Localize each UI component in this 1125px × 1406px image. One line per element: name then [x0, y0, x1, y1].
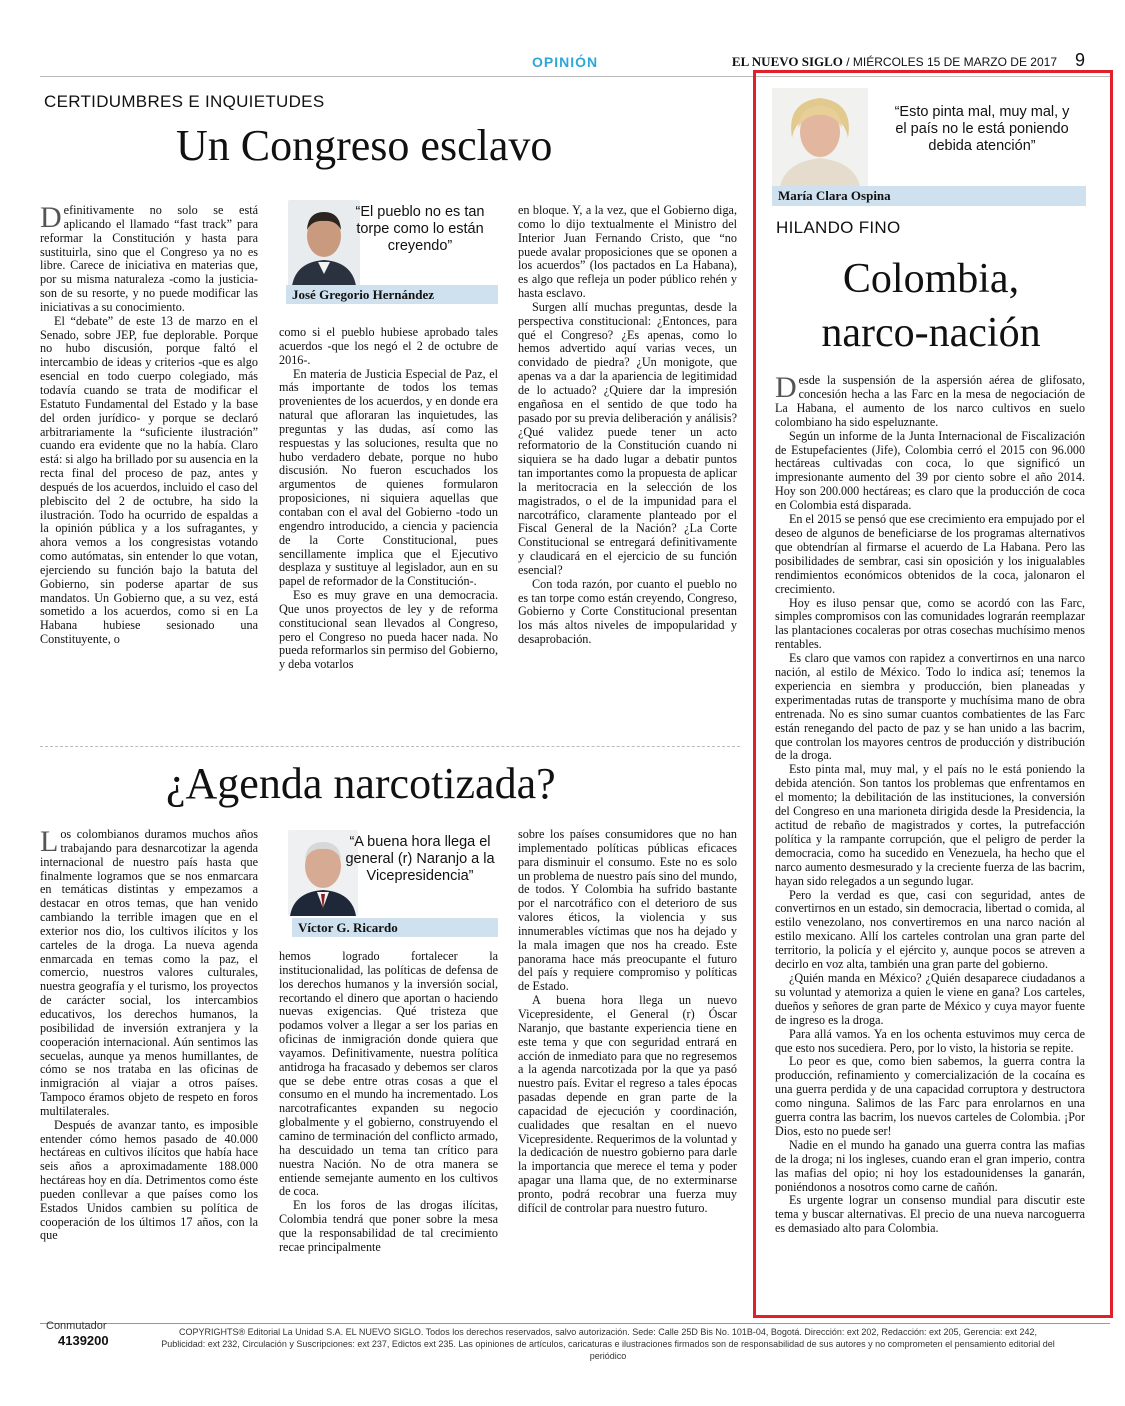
- article3-para: Según un informe de la Junta Internacional de Fiscalización de Estupefacientes (Jife), Colombia cerró el 2015 con 96.000 hectáreas cultivadas con coca, lo que significó un impresionante aumento del 39 por ciento sobre el año 2014. Hoy son 200.000 hectáreas; es claro que la producción de coca en Colombia está disparada.: [775, 428, 1085, 513]
- article2-col2-para: hemos logrado fortalecer la institucionalidad, las políticas de defensa de los derechos humanos y la inversión social, recortando el dinero que aportan o haciendo nuevas exigencias. Qué tristeza que podamos volver a llegar a ser los parias en oficinas de inmigración donde quiera que vayamos. Definitivamente, nuestra política antidroga ha fracasado y debemos ser claros que se debe entre otras cosas a que el consumo en el mundo ha incrementado. Los narcotraficantes expanden su negocio globalmente y el gobierno, construyendo el camino de terminación del conflicto armado, ha descuidado un tema tan crítico para nuestra Nación. No de otra manera se entiende semejante aumento en los cultivos de coca.: [279, 949, 498, 1199]
- article2-headline: ¿Agenda narcotizada?: [166, 759, 556, 808]
- dropcap: L: [40, 825, 59, 858]
- article1-col3-para: Con toda razón, por cuanto el pueblo no es tan torpe como están creyendo, Congreso, Gobierno y Corte Constitucional presentan los más altos niveles de impopularidad y desaprobación.: [518, 576, 737, 647]
- switchboard-label: Conmutador: [46, 1320, 107, 1332]
- article2-author-box: [283, 828, 498, 940]
- article3-pull-quote: “Esto pinta mal, muy mal, y el país no le está poniendo debida atención”: [894, 104, 1070, 154]
- article1-col1-para: Definitivamente no solo se está aplicando el llamado “fast track” para reformar la Constitución y hasta para sustituirla, sino que el Congreso ya no es libre. Carece de iniciativa en materias que, por su misma naturaleza -como la justicia- son de su resorte, y no puede modificar las iniciativas a su conocimiento.: [40, 201, 258, 314]
- article2-author-name: Víctor G. Ricardo: [292, 918, 498, 937]
- article3-para: Desde la suspensión de la aspersión aérea de glifosato, concesión hecha a las Farc en la mesa de negociación de La Habana, el aumento de los narco cultivos en suelo colombiano ha sido espeluznante.: [775, 371, 1085, 429]
- article3-para: En el 2015 se pensó que ese crecimiento era empujado por el deseo de algunos de beneficiarse de los programas alternativos que obtendrían al firmarse el acuerdo de La Habana. Pero las posibilidades de sembrar, casi sin oposición y los inigualables rendimientos económicos obtenidos de la coca, jalonaron el crecimiento.: [775, 512, 1085, 596]
- article1-pull-quote: “El pueblo no es tan torpe como lo están creyendo”: [355, 204, 485, 254]
- issue-date: / MIÉRCOLES 15 DE MARZO DE 2017: [842, 55, 1057, 69]
- article2-column-3: [518, 828, 737, 1216]
- article3-para: Es urgente lograr un consenso mundial para discutir este tema y buscar alternativas. El precio de una nueva narcoguerra es demasiado alto para Colombia.: [775, 1193, 1085, 1236]
- article1-col2-para: como si el pueblo hubiese aprobado tales acuerdos -que los negó el 2 de octubre de 2016-.: [279, 325, 498, 367]
- article3-para: Lo peor es que, como bien sabemos, la guerra contra la producción, refinamiento y comercialización de la cocaína es una guerra perdida y de una capacidad corruptora y destructora como ninguna. Salimos de las Farc para enrolarnos en una guerra contra las bacrim, los nuevos carteles de Colombia. ¡Por Dios, esto no puede ser!: [775, 1054, 1085, 1138]
- page-number: 9: [1074, 50, 1085, 70]
- article1-column-1: [40, 201, 258, 647]
- dropcap: D: [40, 201, 62, 234]
- article1-col3-para: Surgen allí muchas preguntas, desde la perspectiva constitucional: ¿Entonces, para qué el Congreso? ¿Es apenas, como lo hemos advertido aquí varias veces, un convidado de piedra? ¿Un monigote, que apenas va a dar la apariencia de legitimidad de lo actuado? ¿Quiere dar la impresión engañosa en el sentido de que todo ha pasado por su previa deliberación y análisis? ¿Qué validez puede tener un acto reformatorio de la Constitución cuando ni siquiera se ha dado lugar a debatir puntos tan importantes como la propuesta de aplicar la meritocracia en la selección de los magistrados, o el de la impunidad para el narcotráfico, claramente planteado por el Fiscal General de la Nación? ¿La Corte Constitucional se entregará definitivamente y claudicará en el ejercicio de su función esencial?: [518, 299, 737, 577]
- paper-name: EL NUEVO SIGLO: [731, 54, 843, 69]
- article3-para: Es claro que vamos con rapidez a convertirnos en una narco nación, al estilo de México. Todo lo indica así; tenemos la experiencia en siembra y producción, bien planeadas y experimentadas rutas de transporte y muchísima mano de obra entrenada. No es sino sumar cuantos combatientes de las Farc están renegando del pacto de paz y se han unido a las bacrim, que controlan los mayores centros de producción y distribución de la droga.: [775, 651, 1085, 763]
- article2-col3-para: A buena hora llega un nuevo Vicepresidente, el General (r) Óscar Naranjo, que bastante experiencia tiene en este tema y que con seguridad entrará en acción de inmediato para que no regresemos a la agenda narcotizada por la que ya pasó nuestro país. Evitar el regreso a tales épocas pasadas depende en gran parte de la capacidad de ejecución y coordinación, cualidades que resaltan en el nuevo Vicepresidente. Requerimos de la voluntad y la dedicación de nuestro gobierno para darle la importancia que merece el tema y poder apagar una llama que, de no exterminarse pronto, podrá recobrar una fuerza muy difícil de controlar para nuestro futuro.: [518, 993, 737, 1215]
- article1-col2-para: Eso es muy grave en una democracia. Que unos proyectos de ley y de reforma constitucional sean llevados al Congreso, pero el Congreso no pueda hacer nada. No pueda reformarlos sin permiso del Gobierno, y deba votarlos: [279, 588, 498, 672]
- article3-headline-line-1: Colombia,: [842, 256, 1020, 302]
- article3-kicker: HILANDO FINO: [776, 218, 901, 237]
- article1-column-3: [518, 204, 737, 647]
- article1-col3-para: en bloque. Y, a la vez, que el Gobierno diga, como lo dijo textualmente el Ministro del Interior Juan Fernando Cristo, que “no puede avalar proposiciones que se oponen a los acuerdos” (los pactados en La Habana), es algo que refleja un poder público rehén y hasta esclavo.: [518, 203, 737, 301]
- article1-col1-para: El “debate” de este 13 de marzo en el Senado, sobre JEP, fue deplorable. Porque no hubo discusión, porque faltó el intercambio de ideas y criterios -que es algo esencial en todo cuerpo colegiado, más todavía cuando se trata de modificar el Estatuto Fundamental del Estado y la base del orden jurídico- y porque se declaró arbitrariamente la “suficiente ilustración” cuando era evidente que no la había. Claro está: si algo ha brillado por su ausencia en la recta final del proceso de paz, antes y después de los acuerdos, incluido el caso del plebiscito del 2 de octubre, ha sido la ilustración. Todo ha ocurrido de espaldas a la opinión pública y a los sufragantes, y ahora vemos a los congresistas votando como autómatas, sin entender lo que votan, ejerciendo su función bajo la batuta del Gobierno, sin poderse apartar de sus mandatos. Un Gobierno que, a su vez, está sometido a los acuerdos, como si en La Habana hubiese sesionado una Constituyente, o: [40, 313, 258, 647]
- article-divider: [40, 746, 740, 747]
- footer-rule: [40, 1323, 1110, 1324]
- section-label: OPINIÓN: [532, 54, 599, 70]
- article3-para: Hoy es iluso pensar que, como se acordó con las Farc, simples compromisos con las comunidades lograrán reemplazar las plantaciones cocaleras por otras cosechas muchísimo menos rentables.: [775, 595, 1085, 652]
- switchboard-number: 4139200: [58, 1333, 109, 1348]
- article2-col1-para: Después de avanzar tanto, es imposible entender cómo hemos pasado de 40.000 hectáreas en cultivos ilícitos que había hace seis años a aproximadamente 188.000 hectáreas hoy en día. Detrimentos como éste pueden conllevar a que países como los Estados Unidos cambien su política de cooperación de los últimos 17 años, con la que: [40, 1117, 258, 1243]
- article2-col3-para: sobre los países consumidores que no han implementado políticas públicas eficaces para disminuir el consumo. Este no es solo un problema de nuestro país sino del mundo, de todos. Y Colombia ha sufrido bastante por el narcotráfico con el deterioro de sus valores éticos, la violencia y sus innumerables víctimas que nos ha dejado y la mala imagen que nos ha creado. Este panorama hace más preocupante el futuro del país y requiere compromiso y políticas de Estado.: [518, 827, 737, 994]
- author-portrait-icon: [772, 88, 868, 186]
- article3-author-name: María Clara Ospina: [772, 186, 1086, 206]
- dropcap: D: [775, 371, 797, 404]
- article3-author-box: [772, 88, 1087, 208]
- copyright-notice: COPYRIGHTS® Editorial La Unidad S.A. EL NUEVO SIGLO. Todos los derechos reservados, salvo autorización. Sede: Calle 25D Bis No. 101B-04, Bogotá. Dirección: ext 202, Redacción: ext 205, Gerencia: ext 242, Publicidad: ext 232, Circulación y Suscripciones: ext 237, Edictos ext 235. Las opiniones de artículos, caricaturas e ilustraciones firmados son de responsabilidad de sus autores y no comprometen el pensamiento editorial del periódico: [161, 1327, 1055, 1361]
- article2-col1-para: Los colombianos duramos muchos años trabajando para desnarcotizar la agenda internacional de nuestro país hasta que finalmente logramos que se nos enmarcara en temáticas distintas y empezamos a destacar en otros temas, que han venido cambiando la terrible imagen que en el exterior nos dio, los cultivos ilícitos y los carteles de la droga. La nueva agenda enmarcada en temas como la paz, el comercio, nuestros valores culturales, nuestra geografía y el turismo, los proyectos de carácter social, los intercambios educativos, los derechos humanos, la posibilidad de inversión extranjera y la cooperación internacional. Aún sentimos las secuelas, aunque ya menos humillantes, de cómo se nos trataba en las oficinas de inmigración al viajar a otros países. Tampoco éramos objeto de respeto en foros multilaterales.: [40, 825, 258, 1118]
- article3-headline: [764, 252, 1098, 360]
- article3-para: Para allá vamos. Ya en los ochenta estuvimos muy cerca de que esto nos sucediera. Pero, por lo visto, la historia se repite.: [775, 1026, 1085, 1055]
- article3-headline-line-2: narco-nación: [821, 310, 1041, 356]
- article1-headline: Un Congreso esclavo: [176, 121, 553, 170]
- article1-column-2: [279, 326, 498, 672]
- article2-col2-para: En los foros de las drogas ilícitas, Colombia tendrá que poner sobre la mesa que la responsabilidad de tal crecimiento recae principalmente: [279, 1198, 498, 1254]
- article1-author-name: José Gregorio Hernández: [286, 285, 498, 304]
- author-photo: [772, 88, 868, 186]
- article3-para: ¿Quién manda en México? ¿Quién desaparece ciudadanos a su voluntad y atemoriza a quien le viene en gana? Los carteles, dueños y señores de gran parte de México y cuya mayor fuente de ingreso es la droga.: [775, 970, 1085, 1027]
- article3-body: [775, 371, 1085, 1236]
- article3-para: Pero la verdad es que, casi con seguridad, antes de convertirnos en un estado, sin democracia, libertad o comida, al estilo venezolano, nos convertiremos en una narco nación al estilo mexicano. Allí los carteles controlan una gran parte del territorio, la policía y el ejército y, aunque pocos se atreven a decirlo en voz alta, también una gran parte del gobierno.: [775, 887, 1085, 972]
- article2-column-1: [40, 825, 258, 1243]
- article3-para: Nadie en el mundo ha ganado una guerra contra las mafias de la droga; ni los ingleses, cuando eran el gran imperio, contra las mafias del opio; ni hoy los estadounidenses la ganarán, poniéndonos a nosotros como carne de cañón.: [775, 1137, 1085, 1194]
- masthead: [732, 54, 1057, 70]
- article1-author-box: [283, 198, 498, 304]
- article3-para: Esto pinta mal, muy mal, y el país no le está poniendo la debida atención. Son tantos los problemas que enfrentamos en el momento; la debilitación de las instituciones, la conversión del Congreso en una marioneta dirigida desde la Presidencia, la actitud de rebaño de magistrados y cortes, la putrefacción política y la rampante corrupción, que el peligro de perder la democracia, como ha sucedido en Venezuela, ha hecho que el narco aumento desmesurado y la creciente fuerza de las bacrim, hayan sido relegados a un segundo lugar.: [775, 762, 1085, 888]
- article1-col2-para: En materia de Justicia Especial de Paz, el más importante de todos los temas provenientes de los acuerdos, y en donde era natural que afloraran las inquietudes, las preguntas y las dudas, así como las respuestas y las soluciones, resulta que no hubo verdadero debate, porque no hubo discusión. No fueron escuchados los argumentos de quienes formularon proposiciones, ni siquiera aquellas que contaban con el aval del Gobierno -todo un engendro introducido, a ciencia y paciencia de la Corte Constitucional, pues sencillamente implica que el Ejecutivo desplaza y sustituye al legislador, aun en su papel de reformador de la Constitución-.: [279, 366, 498, 589]
- article1-kicker: CERTIDUMBRES E INQUIETUDES: [44, 92, 325, 111]
- article2-pull-quote: “A buena hora llega el general (r) Naranjo a la Vicepresidencia”: [345, 834, 495, 884]
- article2-column-2: [279, 950, 498, 1255]
